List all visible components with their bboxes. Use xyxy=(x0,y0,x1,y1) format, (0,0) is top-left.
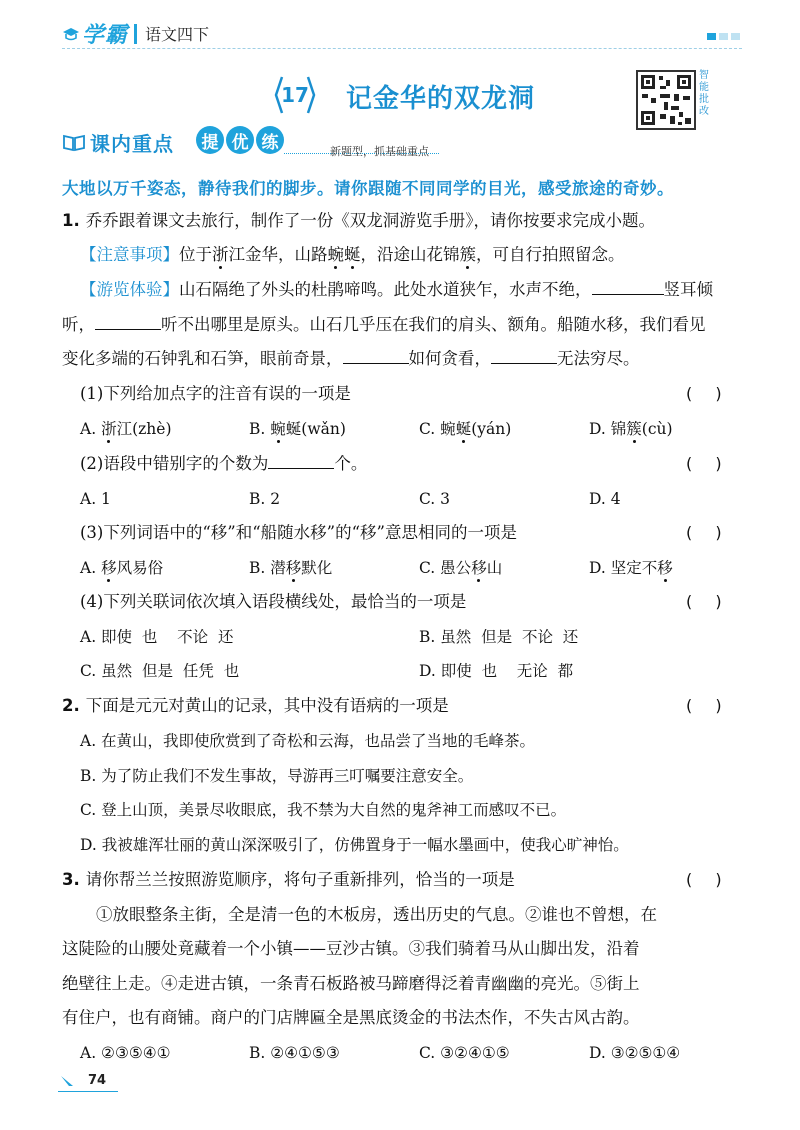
note-paragraph xyxy=(80,243,625,267)
question-number: 3. xyxy=(62,870,80,889)
open-book-icon xyxy=(62,134,86,152)
intro-text: 大地以万千姿态，静待我们的脚步。请你跟随不同同学的目光，感受旅途的奇妙。 xyxy=(62,179,674,198)
text-run: 愚公 xyxy=(440,559,472,577)
option-c[interactable]: C. ③②④①⑤ xyxy=(419,1044,510,1062)
experience-line-3 xyxy=(62,347,640,371)
experience-tag: 【游览体验】 xyxy=(80,280,179,299)
lesson-number-badge xyxy=(274,75,316,115)
dotted-char: 移 xyxy=(285,559,302,577)
option-c[interactable]: C. 虽然 但是 任凭 也 xyxy=(80,662,240,680)
answer-paren[interactable]: ( ) xyxy=(686,696,722,715)
option-label: D. xyxy=(589,559,606,577)
badge-char: 练 xyxy=(256,126,284,154)
sub-question-3: (3)下列词语中的“移”和“船随水移”的“移”意思相同的一项是 xyxy=(80,523,517,542)
sub-question-1: (1)下列给加点字的注音有误的一项是 xyxy=(80,384,351,403)
text-run: 蜒(wǎn) xyxy=(285,420,346,438)
option-a[interactable]: A. 在黄山，我即使欣赏到了奇松和云海，也品尝了当地的毛峰茶。 xyxy=(80,732,536,750)
answer-paren[interactable]: ( ) xyxy=(686,870,722,889)
option-b[interactable]: B. 2 xyxy=(249,490,281,508)
option-b[interactable]: B. 虽然 但是 不论 还 xyxy=(419,628,579,646)
qr-label: 智能批改 xyxy=(699,70,709,117)
experience-line-1 xyxy=(80,278,713,302)
option-label: A. xyxy=(80,420,97,438)
section-badge xyxy=(196,126,284,154)
qr-code-icon[interactable] xyxy=(636,70,696,130)
text-run: 锦 xyxy=(610,420,627,438)
question-number: 1. xyxy=(62,211,80,230)
option-d[interactable] xyxy=(589,417,673,441)
answer-paren[interactable]: ( ) xyxy=(686,523,722,542)
logo-divider xyxy=(134,24,137,44)
sub-question-2 xyxy=(80,452,367,476)
text-run: 竖耳倾 xyxy=(663,280,713,299)
option-a[interactable] xyxy=(80,556,163,580)
question-text: 下面是元元对黄山的记录，其中没有语病的一项是 xyxy=(85,696,449,715)
dotted-char: 浙 xyxy=(212,245,229,264)
option-b[interactable]: B. 为了防止我们不发生事故，导游再三叮嘱要注意安全。 xyxy=(80,767,474,785)
dotted-char: 蜒 xyxy=(455,420,472,438)
dotted-char: 移 xyxy=(471,559,487,577)
dotted-char: 移 xyxy=(657,559,673,577)
section-title: 课内重点 xyxy=(90,132,174,156)
text-run: 如何贪看， xyxy=(408,349,491,368)
dotted-char: 浙 xyxy=(101,420,117,438)
question-3-stem xyxy=(62,868,515,892)
badge-char: 提 xyxy=(196,126,224,154)
question-2-stem xyxy=(62,694,449,718)
option-label: A. xyxy=(80,559,97,577)
dotted-char: 蜿 xyxy=(270,420,286,438)
option-a[interactable]: A. 即使 也 不论 还 xyxy=(80,628,234,646)
dotted-char: 蜒 xyxy=(344,245,361,264)
fill-blank[interactable] xyxy=(592,278,664,295)
option-d[interactable]: D. 即使 也 无论 都 xyxy=(419,662,574,680)
option-a[interactable] xyxy=(80,417,172,441)
text-run: 变化多端的石钟乳和石笋，眼前奇景， xyxy=(62,349,343,368)
fill-blank[interactable] xyxy=(491,347,557,364)
option-label: B. xyxy=(249,420,266,438)
text-run: 江金华，山路 xyxy=(228,245,328,264)
option-d[interactable]: D. 4 xyxy=(589,490,621,508)
option-d[interactable] xyxy=(589,556,673,580)
question-number: 2. xyxy=(62,696,80,715)
dotted-char: 簇 xyxy=(459,245,476,264)
question-text: 请你帮兰兰按照游览顺序，将句子重新排列，恰当的一项是 xyxy=(85,870,515,889)
text-run: 山 xyxy=(486,559,503,577)
question-1-stem xyxy=(62,209,655,233)
dotted-char: 蜿 xyxy=(327,245,344,264)
graduation-cap-icon xyxy=(62,27,80,41)
text-run: ，沿途山花锦 xyxy=(360,245,460,264)
paragraph-line: 有住户，也有商铺。商户的门店牌匾全是黑底烫金的书法杰作，不失古风古韵。 xyxy=(62,1008,640,1027)
brand-logo xyxy=(62,18,209,49)
dotted-char: 移 xyxy=(101,559,117,577)
paragraph-line: ①放眼整条主街，全是清一色的木板房，透出历史的气息。②谁也不曾想，在 xyxy=(96,905,657,924)
option-a[interactable]: A. 1 xyxy=(80,490,111,508)
section-note: 新题型，抓基础重点 xyxy=(330,145,429,158)
text-run: (2)语段中错别字的个数为 xyxy=(80,454,269,473)
text-run: 蜿 xyxy=(440,420,456,438)
option-c[interactable]: C. 3 xyxy=(419,490,451,508)
paragraph-line: 绝壁往上走。④走进古镇，一条青石板路被马蹄磨得泛着青幽幽的亮光。⑤街上 xyxy=(62,974,640,993)
option-d[interactable]: D. ③②⑤①④ xyxy=(589,1044,681,1062)
fill-blank[interactable] xyxy=(343,347,409,364)
text-run: 听不出哪里是原头。山石几乎压在我们的肩头、额角。船随水移，我们看见 xyxy=(161,315,706,334)
answer-paren[interactable]: ( ) xyxy=(686,592,722,611)
option-a[interactable]: A. ②③⑤④① xyxy=(80,1044,171,1062)
fill-blank[interactable] xyxy=(268,452,334,469)
option-b[interactable] xyxy=(249,417,346,441)
text-run: 无法穷尽。 xyxy=(557,349,640,368)
sub-question-4: (4)下列关联词依次填入语段横线处，最恰当的一项是 xyxy=(80,592,467,611)
text-run: 江(zhè) xyxy=(116,420,172,438)
text-run: 风易俗 xyxy=(116,559,164,577)
page-number: 74 xyxy=(88,1073,107,1088)
option-c[interactable] xyxy=(419,417,511,441)
text-run: 默化 xyxy=(301,559,333,577)
option-b[interactable] xyxy=(249,556,332,580)
text-run: 潜 xyxy=(270,559,286,577)
option-c[interactable] xyxy=(419,556,502,580)
text-run: 个。 xyxy=(334,454,368,473)
header-decoration xyxy=(707,33,740,40)
answer-paren[interactable]: ( ) xyxy=(686,454,722,473)
option-c[interactable]: C. 登上山顶，美景尽收眼底，我不禁为大自然的鬼斧神工而感叹不已。 xyxy=(80,801,567,819)
option-d[interactable]: D. 我被雄浑壮丽的黄山深深吸引了，仿佛置身于一幅水墨画中，使我心旷神怡。 xyxy=(80,836,629,854)
lesson-number: 17 xyxy=(281,83,309,107)
note-tag: 【注意事项】 xyxy=(80,245,179,264)
dotted-char: 簇 xyxy=(626,420,642,438)
text-run: (cù) xyxy=(641,420,673,438)
experience-line-2 xyxy=(62,313,706,337)
header-rule xyxy=(62,48,742,49)
pencil-mark-icon xyxy=(60,1073,74,1087)
fill-blank[interactable] xyxy=(95,313,161,330)
question-text: 乔乔跟着课文去旅行，制作了一份《双龙洞游览手册》，请你按要求完成小题。 xyxy=(85,211,655,230)
option-b[interactable]: B. ②④①⑤③ xyxy=(249,1044,340,1062)
badge-char: 优 xyxy=(226,126,254,154)
answer-paren[interactable]: ( ) xyxy=(686,384,722,403)
lesson-title: 记金华的双龙洞 xyxy=(346,84,536,114)
text-run: ，可自行拍照留念。 xyxy=(476,245,625,264)
text-run: 坚定不 xyxy=(610,559,658,577)
text-run: (yán) xyxy=(471,420,512,438)
book-subject: 语文四下 xyxy=(145,25,210,44)
text-run: 位于 xyxy=(179,245,212,264)
option-label: B. xyxy=(249,559,266,577)
paragraph-line: 这陡险的山腰处竟藏着一个小镇——豆沙古镇。③我们骑着马从山脚出发，沿着 xyxy=(62,939,640,958)
option-label: C. xyxy=(419,559,436,577)
logo-text: 学霸 xyxy=(82,23,129,48)
option-label: D. xyxy=(589,420,606,438)
option-label: C. xyxy=(419,420,436,438)
footer-rule xyxy=(58,1091,118,1092)
text-run: 听， xyxy=(62,315,95,334)
text-run: 山石隔绝了外头的杜鹃啼鸣。此处水道狭乍，水声不绝， xyxy=(179,280,592,299)
